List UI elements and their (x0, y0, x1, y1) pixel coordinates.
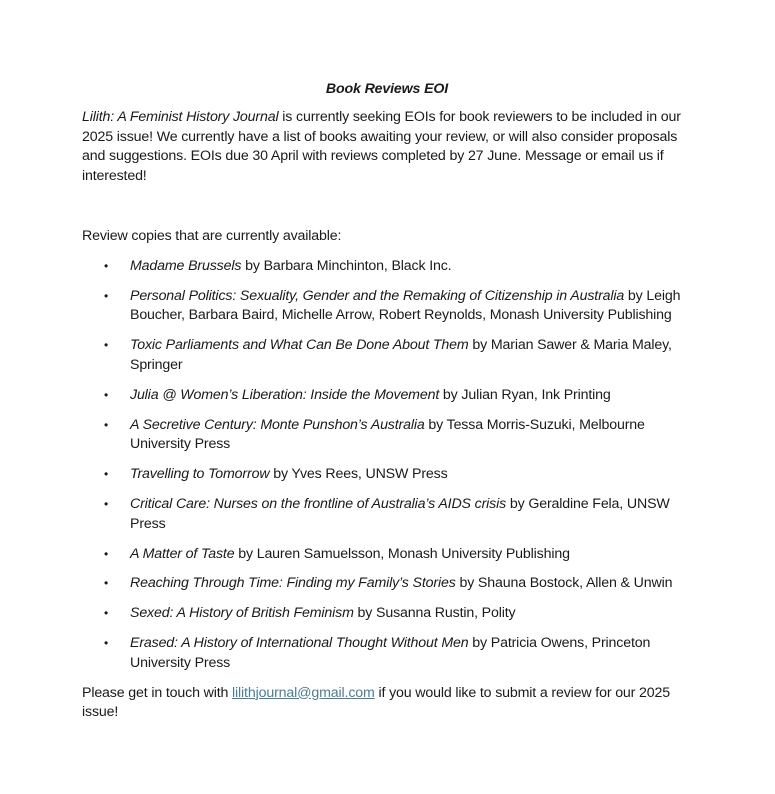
book-title: Madame Brussels (130, 257, 242, 274)
list-label: Review copies that are currently available: (82, 227, 342, 244)
book-details: by Geraldine Fela, UNSW Press (130, 495, 670, 532)
book-title: Reaching Through Time: Finding my Family’s Stories (130, 575, 456, 592)
book-details: by Shauna Bostock, Allen & Unwin (455, 575, 673, 592)
book-title: Personal Politics: Sexuality, Gender and the Remaking of Citizenship in Australia (130, 287, 625, 304)
intro-paragraph (82, 108, 692, 187)
book-item (82, 336, 692, 376)
book-details: by Tessa Morris-Suzuki, Melbourne University Press (130, 416, 645, 453)
book-title: Critical Care: Nurses on the frontline of Australia’s AIDS crisis (130, 495, 507, 512)
book-item (82, 574, 692, 594)
book-details: by Barbara Minchinton, Black Inc. (241, 257, 452, 274)
bullet-icon: • (104, 338, 109, 353)
book-item (82, 416, 692, 456)
bullet-icon: • (104, 467, 109, 482)
bullet-icon: • (104, 496, 109, 511)
book-details: by Lauren Samuelsson, Monash University Publishing (234, 545, 570, 562)
bullet-icon: • (104, 606, 109, 621)
closing-text-after: if you would like to submit a review for our 2025 issue! (82, 684, 671, 721)
email-link[interactable]: lilithjournal@gmail.com (232, 684, 375, 701)
book-details: by Susanna Rustin, Polity (353, 605, 516, 622)
book-item (82, 287, 692, 327)
bullet-icon: • (104, 258, 109, 273)
journal-name: Lilith: A Feminist History Journal (82, 108, 279, 125)
book-list (82, 257, 692, 674)
book-title: Travelling to Tomorrow (130, 466, 270, 483)
intro-text: is currently seeking EOIs for book reviewers to be included in our 2025 issue! We currently have a list of books awaiting your review, or will also consider proposals and suggestions. EOIs due 30 April with reviews completed by 27 June. Message or email us if interested! (82, 108, 681, 185)
bullet-icon: • (104, 417, 109, 432)
book-title: A Secretive Century: Monte Punshon’s Australia (130, 416, 425, 433)
bullet-icon: • (104, 635, 109, 650)
bullet-icon: • (104, 546, 109, 561)
document-page (82, 80, 692, 723)
book-details: by Yves Rees, UNSW Press (269, 466, 448, 483)
book-item (82, 604, 692, 624)
book-item (82, 634, 692, 674)
bullet-icon: • (104, 387, 109, 402)
book-item (82, 386, 692, 406)
book-item (82, 465, 692, 485)
book-title: Sexed: A History of British Feminism (130, 605, 354, 622)
book-details: by Julian Ryan, Ink Printing (439, 386, 611, 403)
book-details: by Patricia Owens, Princeton University Press (130, 634, 651, 671)
book-details: by Leigh Boucher, Barbara Baird, Michelle Arrow, Robert Reynolds, Monash University Publishing (130, 287, 681, 324)
document-title: Book Reviews EOI (325, 81, 449, 97)
closing-paragraph (82, 684, 692, 724)
book-item (82, 495, 692, 535)
book-title: Erased: A History of International Thought Without Men (130, 634, 469, 651)
book-details: by Marian Sawer & Maria Maley, Springer (130, 337, 672, 373)
bullet-icon: • (104, 576, 109, 591)
bullet-icon: • (104, 288, 109, 303)
spacer (82, 187, 692, 227)
book-title: Julia @ Women’s Liberation: Inside the Movement (130, 386, 440, 403)
book-title: A Matter of Taste (130, 545, 235, 562)
book-title: Toxic Parliaments and What Can Be Done About Them (130, 337, 469, 354)
book-item (82, 545, 692, 565)
book-item (82, 257, 692, 277)
closing-text-before: Please get in touch with (82, 684, 233, 701)
